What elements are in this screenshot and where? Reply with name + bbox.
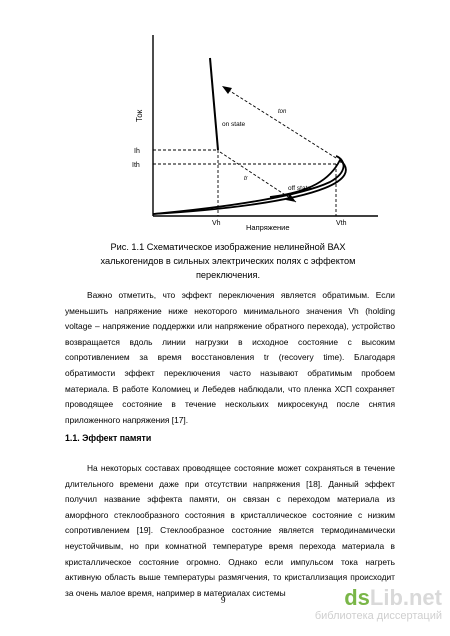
tr-path [220, 152, 296, 202]
vth-tick-label: Vth [336, 220, 347, 227]
ton-arrowhead [222, 86, 232, 94]
y-axis-label: Ток [135, 109, 144, 122]
watermark-subtitle: библиотека диссертаций [314, 610, 442, 622]
vh-tick-label: Vh [212, 220, 221, 227]
watermark-logo: dsLib.net [344, 585, 442, 610]
ton-label: ton [278, 109, 287, 115]
on-state-line [210, 58, 218, 150]
t-point-label: t [340, 159, 342, 165]
tr-label: tr [244, 176, 248, 182]
paragraph-1-text: Важно отметить, что эффект переключения является обратимым. Если уменьшить напряжение ниже некоторого минимального значения Vh (holding voltage – напряжение поддержки или напряжение обратного перехода), устройство возвращается вдоль линии нагрузки в исходное состояние с высоким сопротивлением за время восстановления tr (recovery time). Благодаря обратимости эффект переключения часто называют обратимым пробоем материала. В работе Коломиец и Лебедев наблюдали, что пленка ХСП сохраняет проводящее состояние в течение нескольких микросекунд после снятия приложенного напряжения [17]. [65, 290, 395, 425]
paragraph-switching [65, 288, 395, 428]
iv-characteristic-figure [0, 0, 450, 245]
page-number: 9 [221, 595, 226, 605]
off-state-label: off state [288, 185, 312, 192]
x-axis-label: Напряжение [246, 223, 290, 232]
watermark [315, 587, 442, 622]
ith-tick-label: Ith [132, 162, 140, 169]
section-heading: 1.1. Эффект памяти [65, 433, 152, 443]
paragraph-2-text: На некоторых составах проводящее состояние может сохраняться в течение длительного времени даже при отсутствии напряжения [18]. Данный эффект получил название эффекта памяти, он связан с переходом материала из аморфного стеклообразного состояния в кристаллическое состояние с низким сопротивлением [19]. Стеклообразное состояние является термодинамически неустойчивым, но при комнатной температуре время перехода материала в кристаллическое состояние огромно. Однако если импульсом тока нагреть активную область выше температуры размягчения, то кристаллизация происходит за очень малое время, например в материалах системы [65, 463, 395, 598]
ih-tick-label: Ih [134, 148, 140, 155]
on-state-label: on state [222, 121, 246, 128]
figure-caption: Рис. 1.1 Схематическое изображение нелинейной ВАХ халькогенидов в сильных электрических полях с эффектом переключения. [100, 242, 356, 280]
paragraph-memory [65, 461, 395, 601]
